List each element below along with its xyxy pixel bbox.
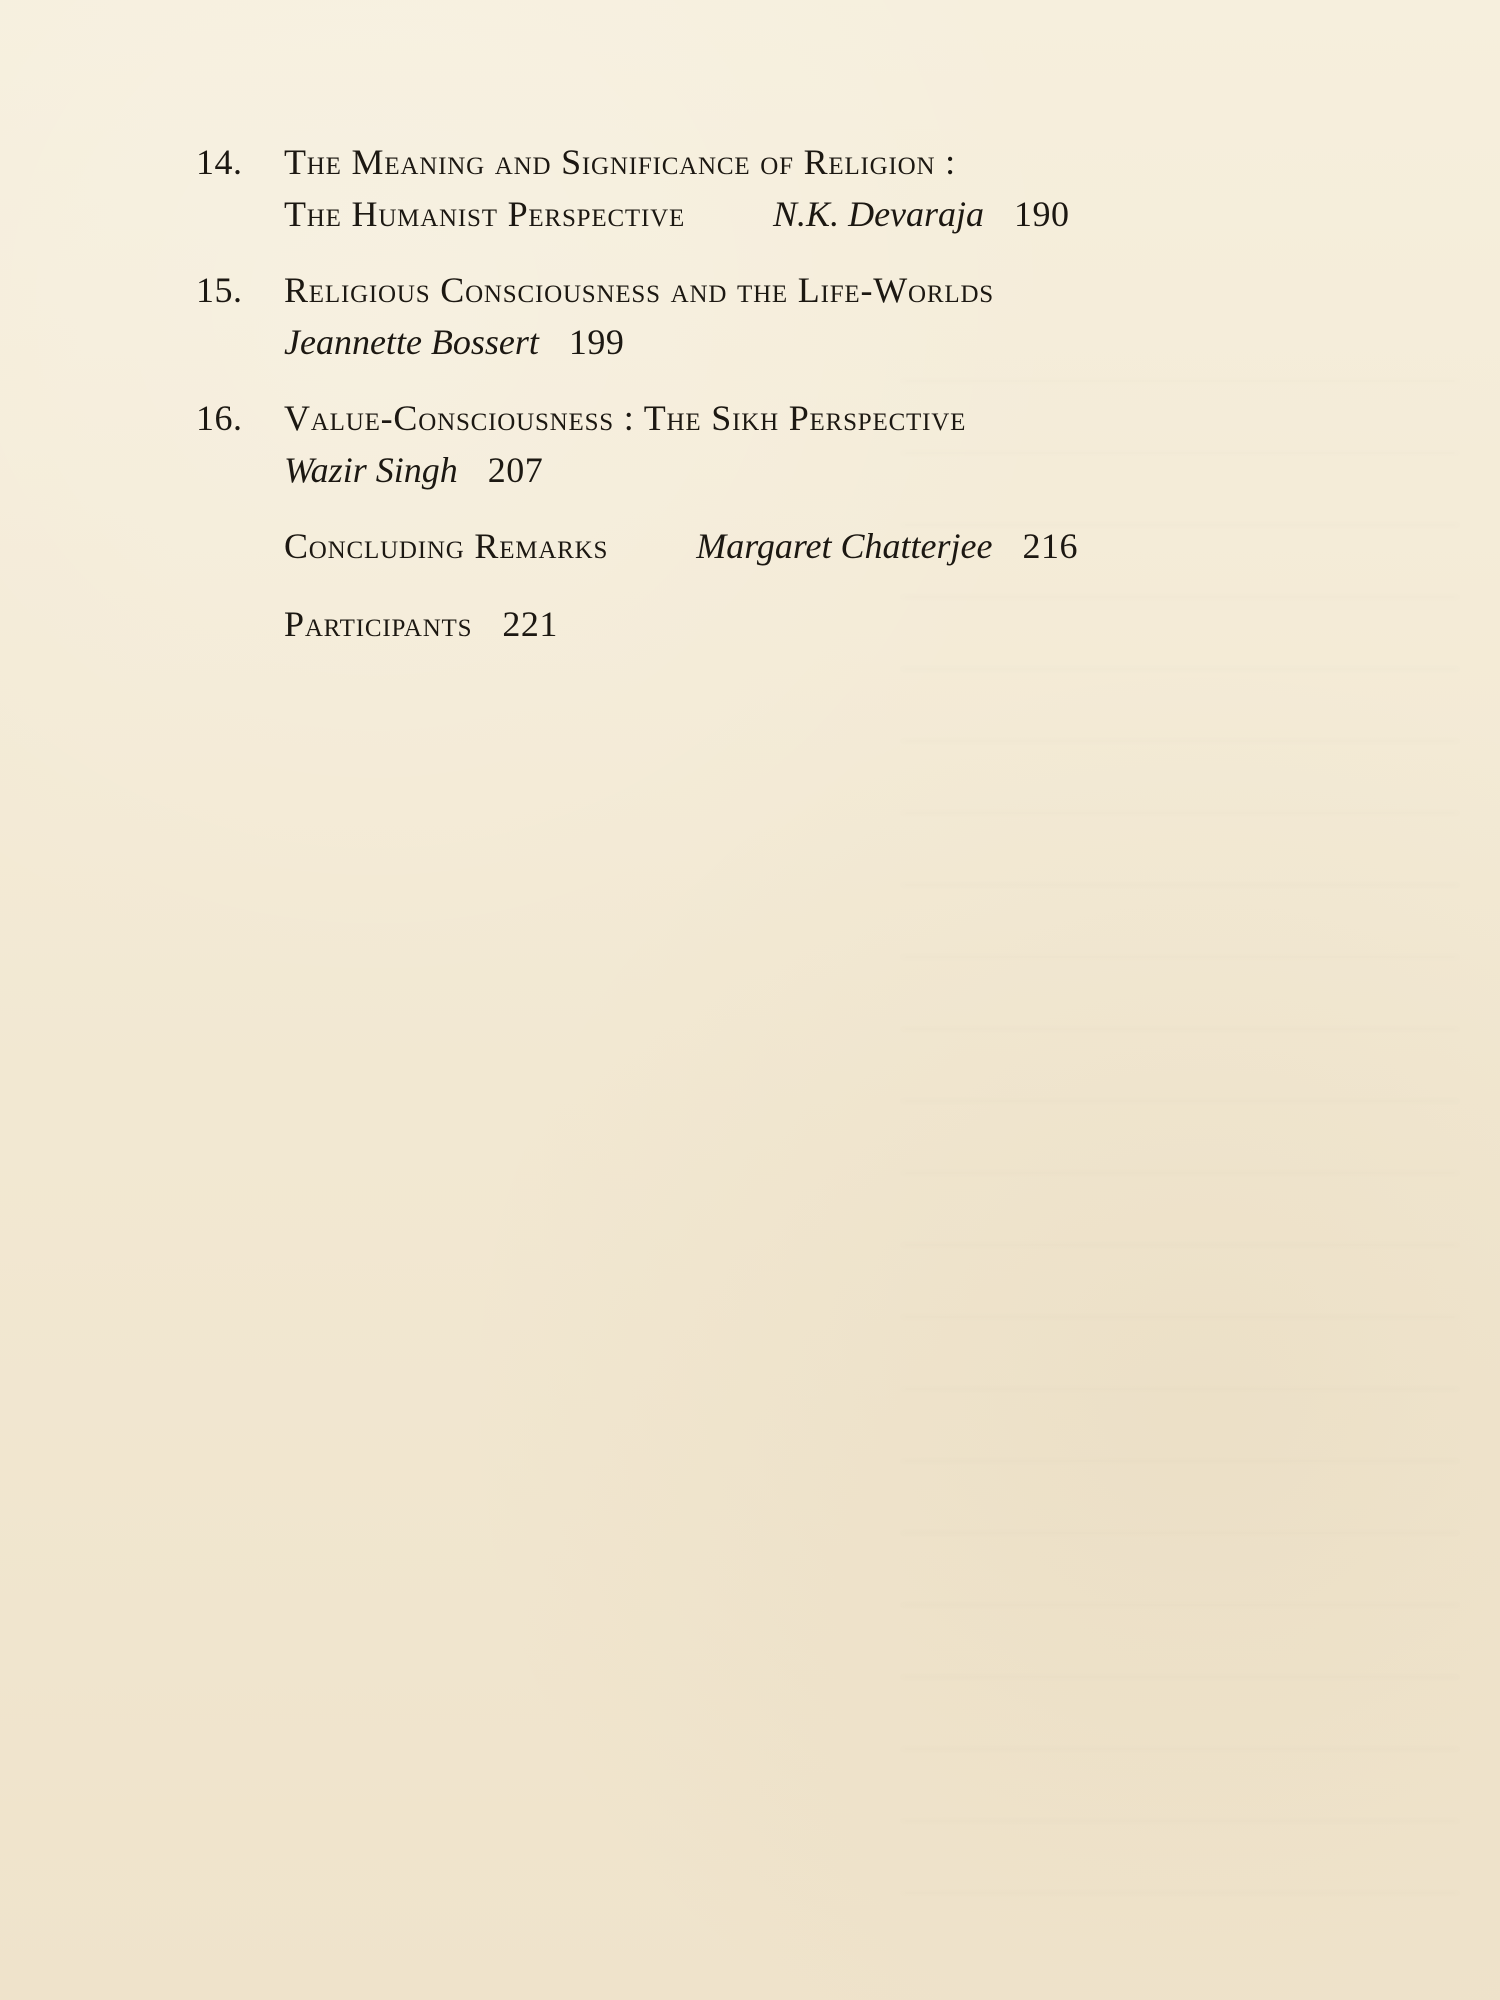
entry-page-number: 190 xyxy=(1014,194,1070,234)
entry-title-line-1: Religious Consciousness and the Life-Worlds xyxy=(284,270,995,310)
entry-page-number: 221 xyxy=(502,604,558,644)
entry-page-number: 207 xyxy=(487,450,544,490)
entry-number: 14. xyxy=(196,142,243,182)
entry-author: N.K. Devaraja xyxy=(773,194,985,234)
show-through-text xyxy=(900,380,1460,1940)
toc-entry-concluding-remarks xyxy=(196,520,1078,572)
entry-body xyxy=(284,392,966,496)
toc-entry-14 xyxy=(196,136,1070,240)
entry-row xyxy=(284,520,1078,572)
entry-row xyxy=(284,598,558,650)
toc-entry-16 xyxy=(196,392,966,496)
entry-body xyxy=(284,520,1078,572)
entry-number: 15. xyxy=(196,270,243,310)
entry-title-line-2: The Humanist Perspective xyxy=(284,194,686,234)
entry-body xyxy=(284,598,558,650)
entry-body xyxy=(284,264,994,368)
toc-entry-15 xyxy=(196,264,994,368)
entry-author-row xyxy=(284,444,966,496)
entry-author-row xyxy=(284,316,994,368)
entry-body xyxy=(284,136,1070,240)
entry-title: Concluding Remarks xyxy=(284,526,609,566)
toc-entry-participants xyxy=(196,598,558,650)
entry-author: Jeannette Bossert xyxy=(284,322,539,362)
entry-page-number: 199 xyxy=(568,322,625,362)
entry-page-number: 216 xyxy=(1022,526,1078,566)
entry-author: Wazir Singh xyxy=(284,450,458,490)
entry-title-line-2-row xyxy=(284,188,1070,240)
entry-title: Participants xyxy=(284,604,473,644)
entry-title-line-1: Value-Consciousness : The Sikh Perspective xyxy=(284,398,967,438)
entry-title-line-1: The Meaning and Significance of Religion : xyxy=(284,142,956,182)
entry-number: 16. xyxy=(196,398,243,438)
entry-author: Margaret Chatterjee xyxy=(696,526,993,566)
